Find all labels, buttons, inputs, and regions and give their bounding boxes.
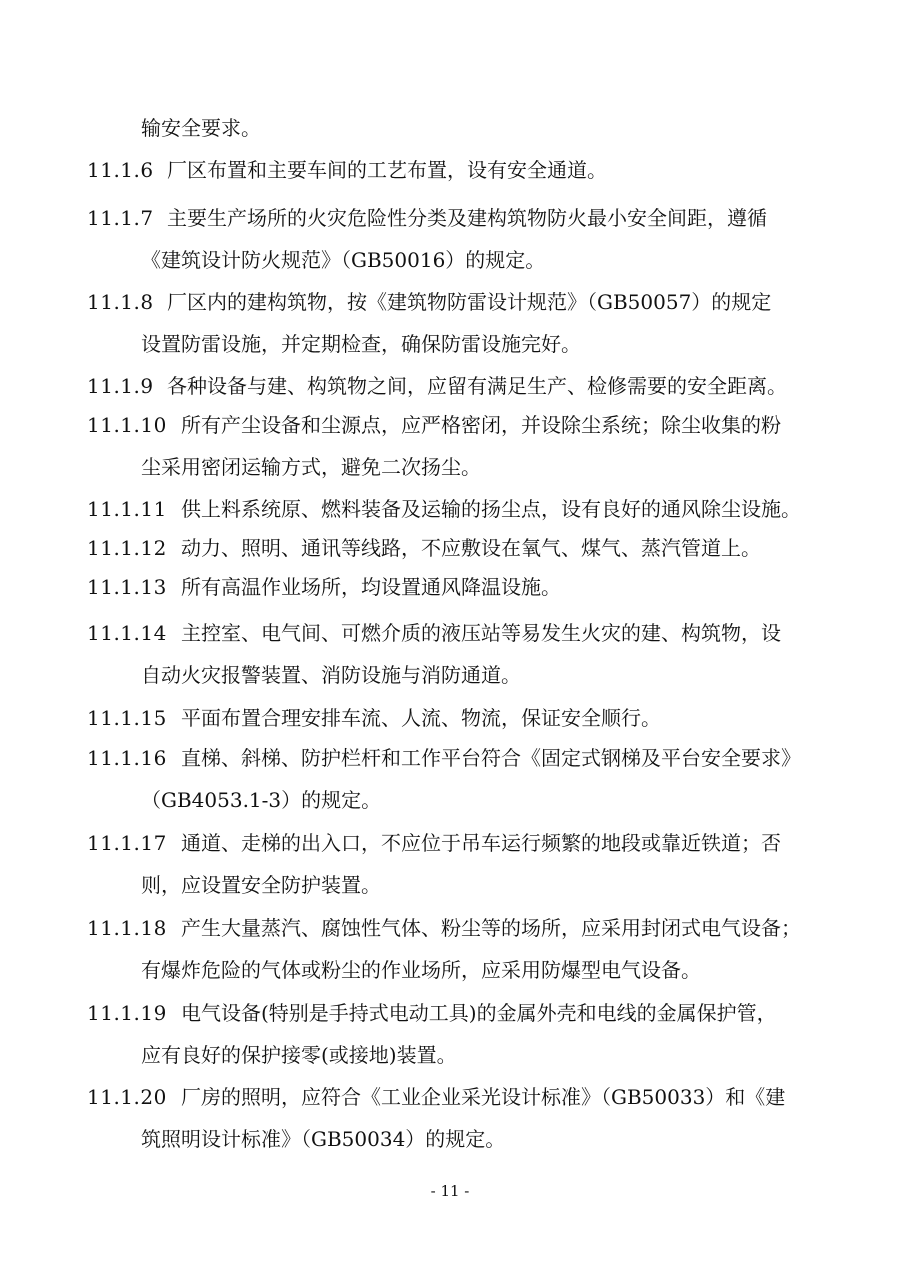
clause-number: 11.1.9 (87, 374, 154, 398)
clause-text: 通道、走梯的出入口，不应位于吊车运行频繁的地段或靠近铁道；否 (181, 831, 781, 855)
clause-number: 11.1.10 (87, 413, 167, 437)
clause-text: 直梯、斜梯、防护栏杆和工作平台符合《固定式钢梯及平台安全要求》 (181, 746, 801, 770)
clause-number: 11.1.7 (87, 206, 154, 230)
clause-text: 厂区布置和主要车间的工艺布置，设有安全通道。 (167, 158, 607, 182)
clause-text-continued: 自动火灾报警装置、消防设施与消防通道。 (141, 663, 521, 687)
clause-number: 11.1.19 (87, 1001, 167, 1025)
clause-number: 11.1.8 (87, 290, 154, 314)
page-number: - 11 - (430, 1182, 470, 1200)
clause-text-continued: 尘采用密闭运输方式，避免二次扬尘。 (141, 455, 481, 479)
clause-text-continued: 则，应设置安全防护装置。 (141, 873, 381, 897)
clause-text-continued: （GB4053.1-3）的规定。 (141, 788, 382, 812)
clause-number: 11.1.20 (87, 1085, 167, 1109)
clause-text-continued: 应有良好的保护接零(或接地)装置。 (141, 1043, 457, 1067)
clause-number: 11.1.17 (87, 831, 167, 855)
clause-number: 11.1.16 (87, 746, 167, 770)
clause-text: 供上料系统原、燃料装备及运输的扬尘点，设有良好的通风除尘设施。 (181, 497, 801, 521)
clause-text: 动力、照明、通讯等线路，不应敷设在氧气、煤气、蒸汽管道上。 (181, 536, 761, 560)
clause-text: 主要生产场所的火灾危险性分类及建构筑物防火最小安全间距，遵循 (167, 206, 767, 230)
clause-number: 11.1.15 (87, 706, 167, 730)
clause-text-continued: 《建筑设计防火规范》（GB50016）的规定。 (141, 248, 546, 272)
clause-text: 厂房的照明，应符合《工业企业采光设计标准》（GB50033）和《建 (181, 1085, 786, 1109)
clause-text: 所有高温作业场所，均设置通风降温设施。 (181, 575, 561, 599)
clause-text: 电气设备(特别是手持式电动工具)的金属外壳和电线的金属保护管， (181, 1001, 777, 1025)
clause-text-continued: 筑照明设计标准》（GB50034）的规定。 (141, 1127, 506, 1151)
clause-text: 平面布置合理安排车流、人流、物流，保证安全顺行。 (181, 706, 661, 730)
clause-number: 11.1.12 (87, 536, 167, 560)
clause-text: 所有产尘设备和尘源点，应严格密闭，并设除尘系统；除尘收集的粉 (181, 413, 781, 437)
clause-number: 11.1.13 (87, 575, 167, 599)
clause-number: 11.1.14 (87, 621, 167, 645)
clause-number: 11.1.6 (87, 158, 154, 182)
clause-text: 产生大量蒸汽、腐蚀性气体、粉尘等的场所，应采用封闭式电气设备； (181, 916, 801, 940)
clause-text: 厂区内的建构筑物，按《建筑物防雷设计规范》（GB50057）的规定 (167, 290, 772, 314)
clause-number: 11.1.18 (87, 916, 167, 940)
clause-text-continued: 有爆炸危险的气体或粉尘的作业场所，应采用防爆型电气设备。 (141, 958, 701, 982)
clause-text-continued: 设置防雷设施，并定期检查，确保防雷设施完好。 (141, 332, 581, 356)
clause-number: 11.1.11 (87, 497, 167, 521)
clause-text: 主控室、电气间、可燃介质的液压站等易发生火灾的建、构筑物，设 (181, 621, 781, 645)
continuation-text: 输安全要求。 (141, 116, 261, 140)
clause-text: 各种设备与建、构筑物之间，应留有满足生产、检修需要的安全距离。 (167, 374, 787, 398)
